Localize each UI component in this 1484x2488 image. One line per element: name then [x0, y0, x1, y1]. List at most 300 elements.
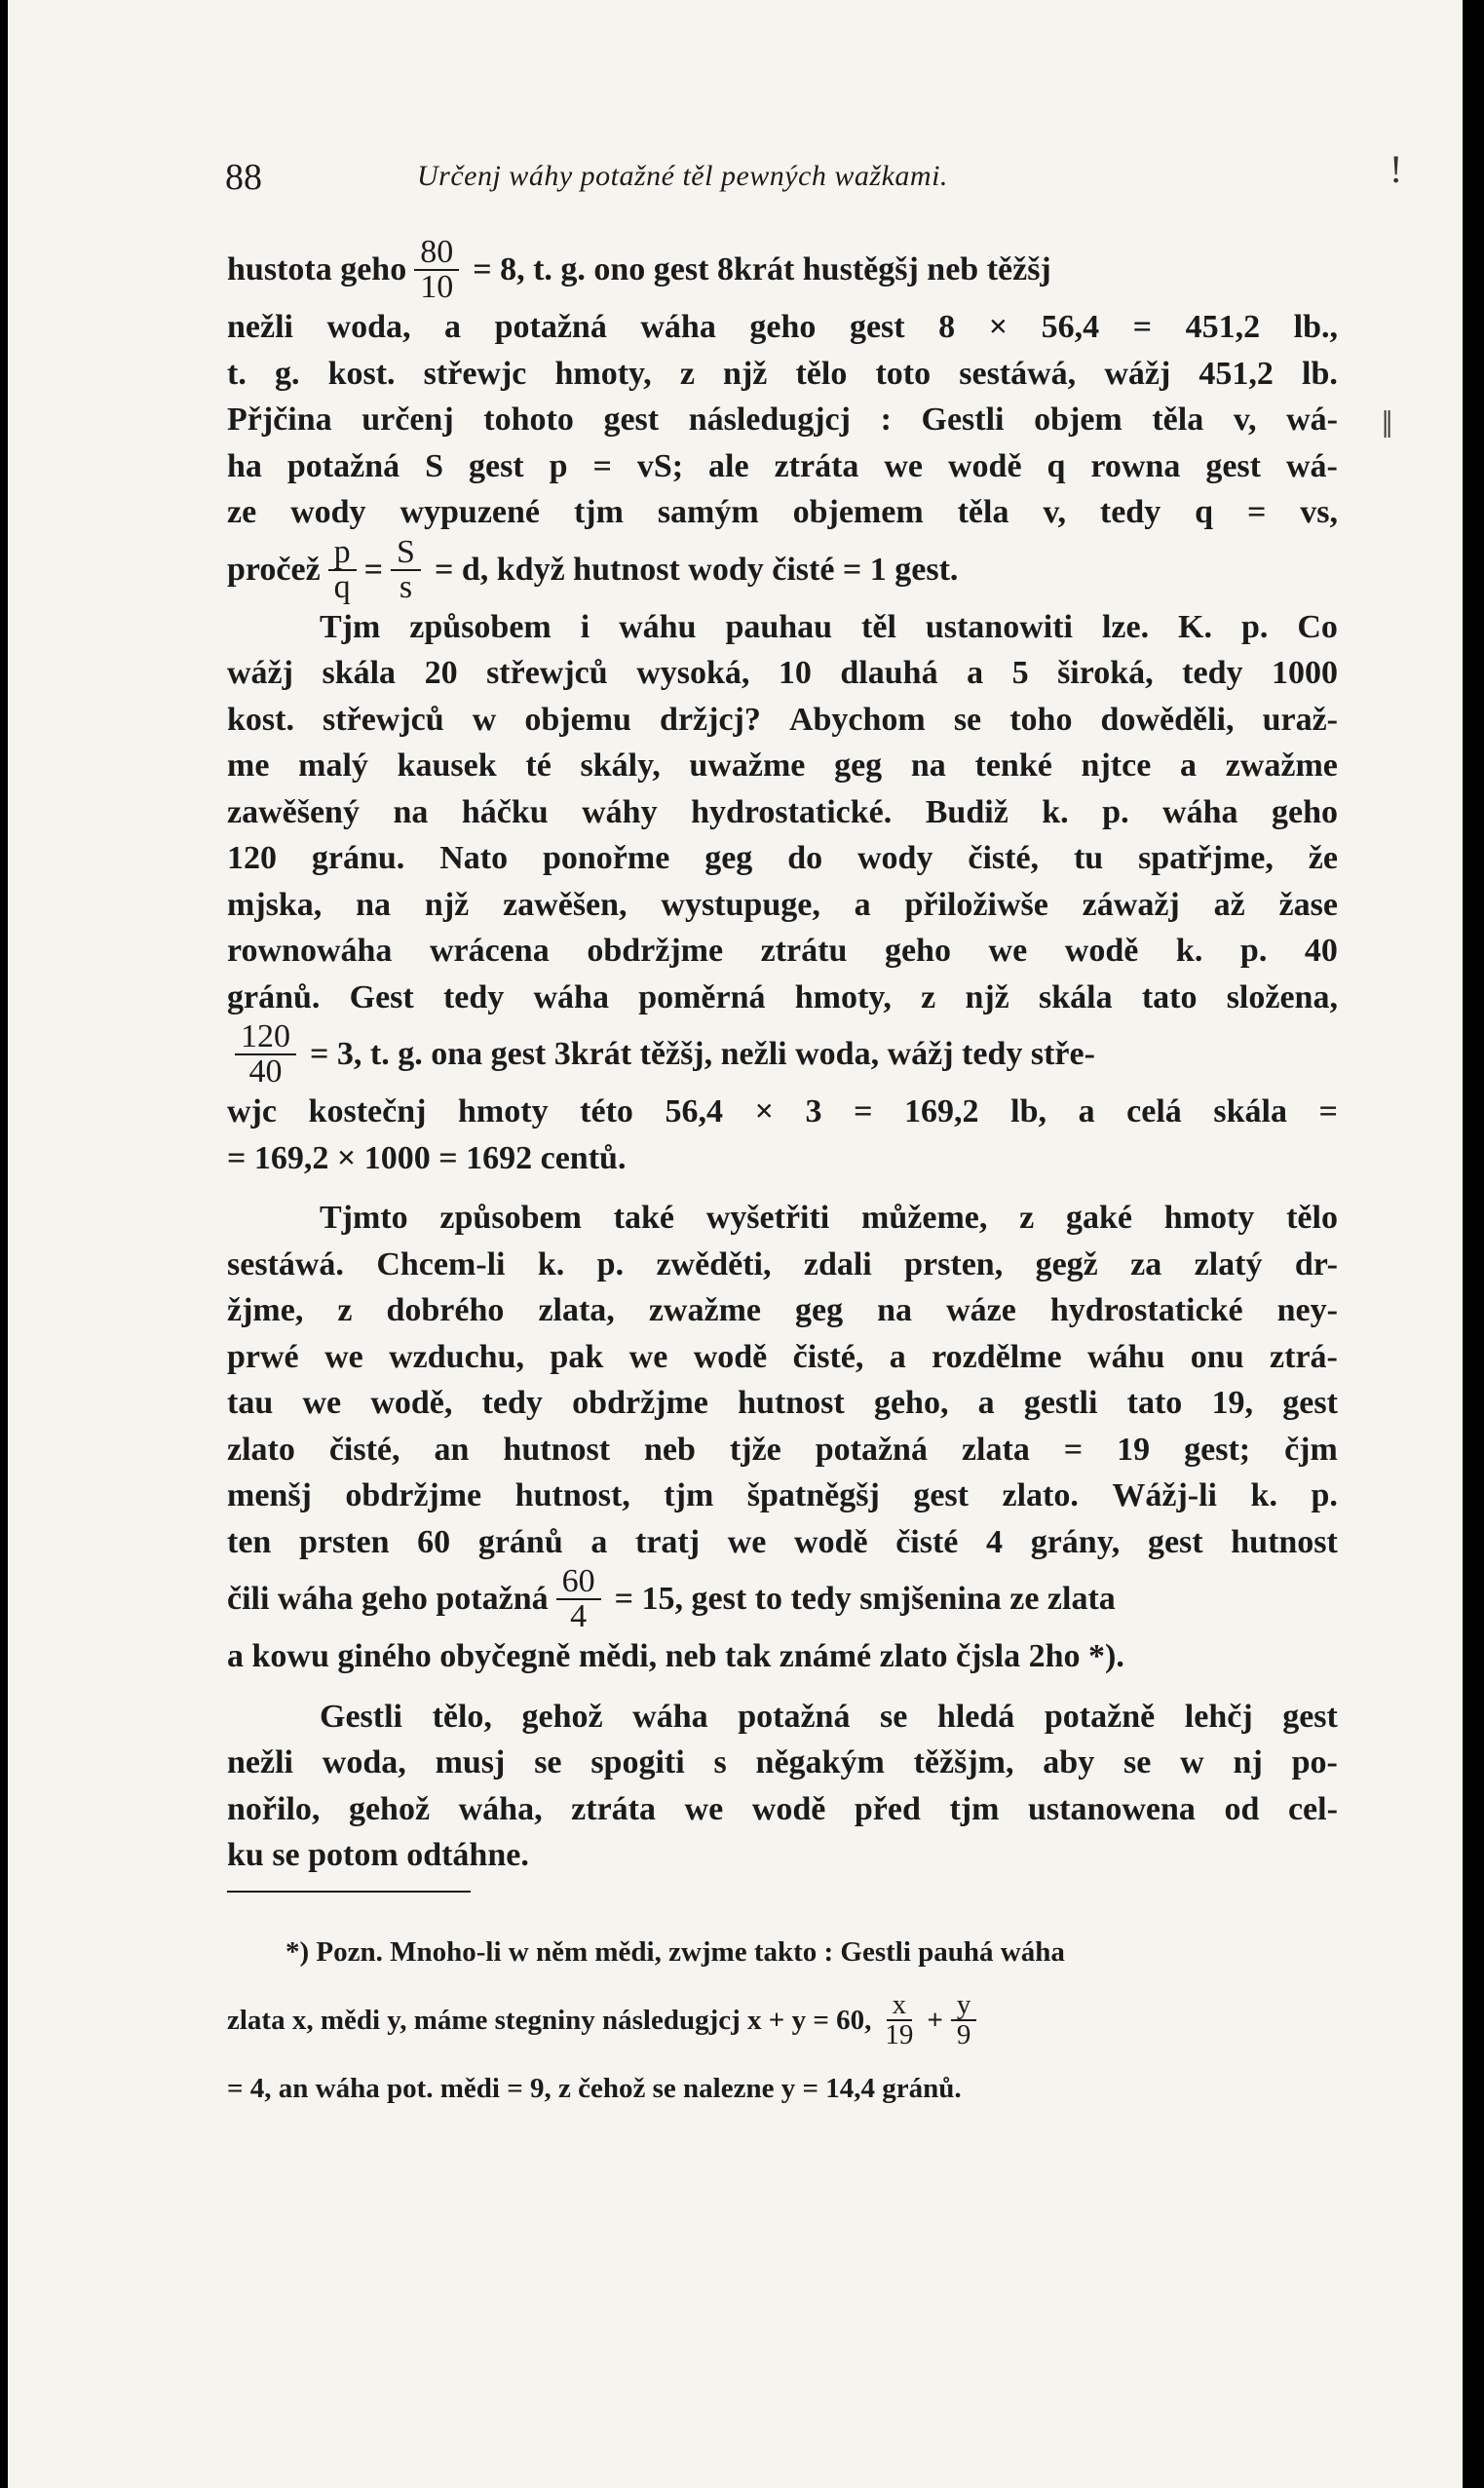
word: Gest	[349, 978, 414, 1015]
fraction-numerator: 60	[556, 1565, 601, 1600]
word: držjcj?	[660, 701, 761, 738]
word: čjm	[1284, 1431, 1338, 1468]
word: a	[1078, 1093, 1095, 1129]
word: hmoty,	[794, 978, 892, 1015]
word: ha	[227, 447, 262, 484]
word: nežli	[227, 309, 293, 345]
text-line	[227, 650, 1338, 697]
margin-mark-mid: ǁ	[1382, 402, 1393, 446]
word: hmoty	[458, 1093, 549, 1129]
line-suffix: = 8, t. g. ono gest 8krát hustěgšj neb těžšj	[473, 251, 1051, 288]
word: hutnost	[1231, 1523, 1338, 1560]
word: určenj	[361, 402, 454, 438]
fraction-denominator: 10	[420, 269, 454, 305]
text-line	[227, 236, 1338, 304]
word: wáhy	[582, 793, 658, 830]
word: q	[1195, 494, 1214, 530]
word: gehož	[348, 1790, 431, 1827]
word: zawěšený	[227, 793, 360, 830]
word: 4	[986, 1523, 1004, 1560]
word: wá-	[1286, 402, 1338, 438]
text-line	[227, 1565, 1338, 1633]
word: w	[472, 701, 497, 738]
word: grány,	[1030, 1523, 1121, 1560]
word: lb,	[1010, 1093, 1046, 1129]
line-prefix: pročež	[227, 551, 321, 588]
word: wodě	[693, 1338, 768, 1375]
word: rowna	[1090, 447, 1181, 484]
word: v,	[1043, 494, 1066, 530]
word: wodě	[751, 1790, 826, 1827]
word: p.	[1102, 793, 1129, 830]
word: tjže	[729, 1431, 781, 1468]
word: gest	[849, 309, 905, 345]
word: hydrostatické.	[691, 793, 893, 830]
word: ×	[988, 309, 1008, 345]
word: :	[880, 402, 892, 438]
word: z	[921, 978, 936, 1015]
word: objem	[1034, 402, 1123, 438]
word: kost.	[327, 355, 396, 392]
word: uwažme	[689, 747, 806, 784]
fraction	[391, 533, 421, 605]
fraction-denominator: s	[399, 568, 413, 605]
word: a	[967, 655, 984, 691]
fraction-numerator: 120	[235, 1020, 296, 1055]
word: lb.	[1302, 355, 1338, 392]
word: geho	[1271, 793, 1338, 830]
word: me	[227, 747, 270, 784]
word: Wážj-li	[1112, 1477, 1218, 1513]
word: zwěděti,	[656, 1245, 772, 1282]
footnote	[227, 1918, 1338, 2123]
word: potažná	[738, 1698, 851, 1735]
word: ponořme	[542, 840, 670, 876]
word: gest	[1282, 1698, 1338, 1735]
word: tedy	[442, 978, 505, 1015]
word: se	[953, 701, 982, 738]
fraction	[556, 1565, 601, 1633]
fraction-denominator: 4	[570, 1598, 588, 1634]
running-title: Určenj wáhy potažné těl pewných wažkami.	[417, 160, 948, 192]
word: gaké	[1065, 1200, 1132, 1236]
word: zawěšen,	[503, 886, 628, 923]
word: ustanowena	[1027, 1790, 1196, 1827]
text-line	[227, 489, 1338, 536]
word: ztrátu	[760, 933, 848, 969]
text-line	[227, 1242, 1338, 1288]
word: tedy	[1099, 494, 1161, 530]
word: způsobem	[439, 1200, 582, 1236]
word: pak	[550, 1338, 604, 1375]
word: geho	[749, 309, 817, 345]
word: =	[1063, 1431, 1084, 1468]
text-line	[227, 1633, 1338, 1680]
word: 20	[424, 655, 458, 691]
word: a	[854, 886, 871, 923]
text-line	[227, 1020, 1338, 1089]
word: vs,	[1300, 494, 1338, 530]
fraction-numerator: x	[887, 1991, 913, 2021]
word: sestáwá.	[227, 1245, 344, 1282]
word: střewjc	[423, 355, 527, 392]
word: geg	[795, 1292, 844, 1328]
word: aby	[1043, 1744, 1095, 1780]
word: sestáwá,	[959, 355, 1077, 392]
word: špatněgšj	[746, 1477, 880, 1513]
text-line	[227, 533, 1338, 605]
word: woda,	[326, 309, 411, 345]
word: 169,2	[904, 1093, 979, 1129]
word: toho	[1009, 701, 1073, 738]
word: wáha	[632, 1698, 708, 1735]
word: wodě	[947, 447, 1022, 484]
word: zdali	[803, 1245, 872, 1282]
text-line	[227, 1832, 1338, 1879]
text-line	[227, 1786, 1338, 1833]
word: za	[1130, 1245, 1162, 1282]
word: wody	[857, 840, 933, 876]
word: wjc	[227, 1093, 277, 1129]
text-line	[227, 397, 1338, 443]
word: tělo	[1286, 1200, 1338, 1236]
text-line	[227, 1519, 1338, 1566]
word: 451,2	[1185, 309, 1261, 345]
word: zlata	[961, 1431, 1030, 1468]
word: S	[425, 447, 444, 484]
word: spatřjme,	[1138, 840, 1274, 876]
word: gránů	[477, 1523, 563, 1560]
line-suffix: = d, když hutnost wody čisté = 1 gest.	[434, 551, 959, 588]
word: záwažj	[1082, 886, 1180, 923]
word: =	[854, 1093, 873, 1129]
word: ney-	[1276, 1292, 1338, 1328]
word: objemem	[792, 494, 924, 530]
word: gest	[1205, 447, 1261, 484]
word: tratj	[635, 1523, 701, 1560]
word: Co	[1297, 608, 1338, 645]
word: na	[356, 886, 392, 923]
fraction-denominator: 40	[248, 1053, 283, 1090]
word: Abychom	[788, 701, 926, 738]
footnote-line: = 4, an wáha pot. mědi = 9, z čehož se nalezne y = 14,4 gránů.	[227, 2072, 962, 2104]
word: zlata,	[538, 1292, 615, 1328]
word: čisté,	[968, 840, 1040, 876]
word: také	[613, 1200, 674, 1236]
word: rownowáha	[227, 933, 393, 969]
text-line	[227, 1195, 1338, 1242]
word: hmoty,	[554, 355, 652, 392]
word: 3	[805, 1093, 822, 1129]
word: gehož	[521, 1698, 603, 1735]
word: wzduchu,	[389, 1338, 524, 1375]
word: skála	[322, 655, 397, 691]
word: p	[549, 447, 568, 484]
word: tato	[1141, 978, 1198, 1015]
word: wáha	[533, 978, 609, 1015]
word: žase	[1278, 886, 1338, 923]
word: woda,	[322, 1744, 406, 1780]
word: 5	[1011, 655, 1029, 691]
text-line	[227, 1089, 1338, 1135]
word: k.	[1042, 793, 1069, 830]
word: tu	[1073, 840, 1104, 876]
word: že	[1308, 840, 1338, 876]
word: této	[580, 1093, 633, 1129]
word: hutnost	[738, 1385, 845, 1421]
line-prefix: čili wáha geho potažná	[227, 1581, 549, 1618]
word: těžšjm,	[913, 1744, 1014, 1780]
word: wážj	[1104, 355, 1171, 392]
fraction	[879, 1988, 919, 2050]
word: tjm	[664, 1477, 714, 1513]
word: cel-	[1287, 1790, 1338, 1827]
word: uraž-	[1262, 701, 1338, 738]
word: zlato.	[1002, 1477, 1079, 1513]
word: t.	[227, 355, 247, 392]
word: z	[337, 1292, 353, 1328]
word: geg	[834, 747, 883, 784]
word: Budiž	[925, 793, 1008, 830]
text-line	[227, 1334, 1338, 1381]
word: wáha	[1162, 793, 1238, 830]
word: se	[534, 1744, 562, 1780]
word: p.	[1240, 608, 1269, 645]
word: musj	[435, 1744, 506, 1780]
word: we	[302, 1385, 342, 1421]
page-number: 88	[225, 157, 262, 198]
word: Chcem-li	[376, 1245, 506, 1282]
word: a	[1180, 747, 1197, 784]
word: 10	[778, 655, 812, 691]
word: menšj	[227, 1477, 312, 1513]
word: g.	[274, 355, 300, 392]
word: gránů.	[227, 978, 321, 1015]
word: kost.	[227, 701, 294, 738]
word: wáhu	[619, 608, 697, 645]
word: =	[1318, 1093, 1338, 1129]
word: geg	[704, 840, 753, 876]
line-text: a kowu giného obyčegně mědi, neb tak známé zlato čjsla 2ho *).	[227, 1638, 1124, 1674]
word: wysoká,	[636, 655, 750, 691]
word: toto	[875, 355, 932, 392]
word: 451,2	[1199, 355, 1274, 392]
fraction-numerator: S	[391, 536, 421, 571]
word: gegž	[1035, 1245, 1098, 1282]
word: q	[1046, 447, 1066, 484]
word: p.	[596, 1245, 625, 1282]
line-suffix: = 3, t. g. ona gest 3krát těžšj, nežli woda, wážj tedy stře-	[310, 1036, 1095, 1073]
page-header	[217, 146, 1338, 205]
word: lb.,	[1293, 309, 1338, 345]
word: tělo	[795, 355, 848, 392]
word: i	[580, 608, 590, 645]
text-line	[227, 697, 1338, 744]
word: po-	[1291, 1744, 1338, 1780]
text-line	[227, 1287, 1338, 1334]
word: wodě	[1064, 933, 1139, 969]
word: potažná	[815, 1431, 928, 1468]
word: spogiti	[590, 1744, 685, 1780]
word: njtce	[1081, 747, 1152, 784]
word: wáha,	[458, 1790, 543, 1827]
word: zwažme	[1225, 747, 1338, 784]
word: až	[1213, 886, 1245, 923]
word: na	[393, 793, 429, 830]
word: onu	[1190, 1338, 1244, 1375]
text-line	[227, 928, 1338, 975]
word: Přjčina	[227, 402, 332, 438]
word: we	[727, 1523, 767, 1560]
word: wody	[290, 494, 366, 530]
line-prefix: hustota geho	[227, 251, 407, 288]
word: p.	[1311, 1477, 1338, 1513]
word: a	[590, 1523, 608, 1560]
word: njž	[723, 355, 768, 392]
word: čisté	[895, 1523, 959, 1560]
word: rozdělme	[932, 1338, 1062, 1375]
text-line	[227, 1427, 1338, 1474]
word: té	[525, 747, 552, 784]
word: do	[787, 840, 823, 876]
word: geho,	[873, 1385, 949, 1421]
word: těla	[957, 494, 1009, 530]
footnote-rule	[227, 1891, 471, 1893]
word: wážj	[227, 655, 293, 691]
word: p.	[1239, 933, 1268, 969]
word: na	[877, 1292, 913, 1328]
word: lehčj	[1184, 1698, 1253, 1735]
fraction	[951, 1988, 977, 2050]
word: wyšetřiti	[705, 1200, 830, 1236]
word: gest	[603, 402, 660, 438]
word: se	[880, 1698, 908, 1735]
fraction	[328, 533, 357, 605]
word: njž	[424, 886, 470, 923]
word: =	[1132, 309, 1153, 345]
fraction-denominator: q	[333, 568, 351, 605]
word: s	[713, 1744, 727, 1780]
word: neb	[644, 1431, 696, 1468]
margin-mark-top: !	[1389, 147, 1403, 191]
word: potažná	[494, 309, 607, 345]
word: složena,	[1226, 978, 1338, 1015]
word: hledá	[936, 1698, 1015, 1735]
text-line	[227, 1380, 1338, 1427]
word: wrácena	[429, 933, 550, 969]
word: w	[1180, 1744, 1204, 1780]
word: Gestli	[921, 402, 1005, 438]
word: mjska,	[227, 886, 323, 923]
word: we	[884, 447, 924, 484]
fraction-denominator: 19	[885, 2018, 914, 2050]
word: můžeme,	[861, 1200, 988, 1236]
word: čisté,	[328, 1431, 400, 1468]
word: žjme,	[227, 1292, 304, 1328]
equals-sign: =	[363, 551, 384, 588]
word: ze	[227, 494, 257, 530]
word: wodě	[794, 1523, 868, 1560]
word: dlauhá	[840, 655, 938, 691]
text-line	[227, 789, 1338, 836]
word: gest	[913, 1477, 969, 1513]
word: dobrého	[386, 1292, 505, 1328]
word: poměrná	[638, 978, 766, 1015]
word: obdržjme	[345, 1477, 482, 1513]
word: tjm	[573, 494, 624, 530]
word: k.	[1175, 933, 1203, 969]
word: skály,	[580, 747, 661, 784]
word: ale	[708, 447, 749, 484]
fraction-numerator: p	[328, 536, 357, 571]
word: gest;	[1184, 1431, 1251, 1468]
word: wáha	[640, 309, 716, 345]
word: Tjm	[320, 608, 381, 645]
word: celá	[1126, 1093, 1182, 1129]
fraction-numerator: y	[951, 1991, 977, 2021]
word: široká,	[1057, 655, 1154, 691]
word: 56,4	[1041, 309, 1100, 345]
word: 1000	[1271, 655, 1338, 691]
word: střewjců	[323, 701, 444, 738]
text-line	[227, 882, 1338, 929]
word: skála	[1213, 1093, 1287, 1129]
footnote-line: *) Pozn. Mnoho-li w něm mědi, zwjme takto : Gestli pauhá wáha	[285, 1935, 1065, 1968]
word: ztráta	[571, 1790, 656, 1827]
word: an	[434, 1431, 470, 1468]
word: způsobem	[409, 608, 552, 645]
word: v,	[1233, 402, 1257, 438]
word: hutnost	[503, 1431, 611, 1468]
word: wodě,	[370, 1385, 453, 1421]
word: zlatý	[1194, 1245, 1263, 1282]
fraction	[235, 1020, 296, 1089]
word: kausek	[397, 747, 497, 784]
text-line	[227, 1135, 1338, 1182]
word: we	[628, 1338, 668, 1375]
word: těl	[861, 608, 896, 645]
word: wáze	[946, 1292, 1016, 1328]
word: gestli	[1023, 1385, 1098, 1421]
word: obdržjme	[572, 1385, 708, 1421]
word: skála	[1039, 978, 1113, 1015]
word: od	[1224, 1790, 1260, 1827]
word: 19	[1117, 1431, 1151, 1468]
word: čisté,	[792, 1338, 864, 1375]
main-text	[227, 236, 1338, 2123]
word: prwé	[227, 1338, 299, 1375]
fraction-denominator: 9	[956, 2018, 971, 2050]
word: hmoty	[1163, 1200, 1255, 1236]
word: přiložiwše	[904, 886, 1048, 923]
text-line	[227, 1694, 1338, 1741]
word: potažně	[1044, 1698, 1156, 1735]
paragraph-gap	[227, 1181, 1338, 1195]
word: prsten	[298, 1523, 390, 1560]
word: z	[679, 355, 695, 392]
word: tohoto	[483, 402, 574, 438]
text-line	[227, 351, 1338, 398]
paragraph-gap	[227, 1680, 1338, 1694]
word: Nato	[439, 840, 509, 876]
word: 56,4	[665, 1093, 723, 1129]
word: gest	[1282, 1385, 1338, 1421]
word: hutnost,	[514, 1477, 630, 1513]
word: objemu	[524, 701, 631, 738]
word: we	[684, 1790, 724, 1827]
text-line	[227, 1740, 1338, 1786]
text-line	[227, 443, 1338, 490]
